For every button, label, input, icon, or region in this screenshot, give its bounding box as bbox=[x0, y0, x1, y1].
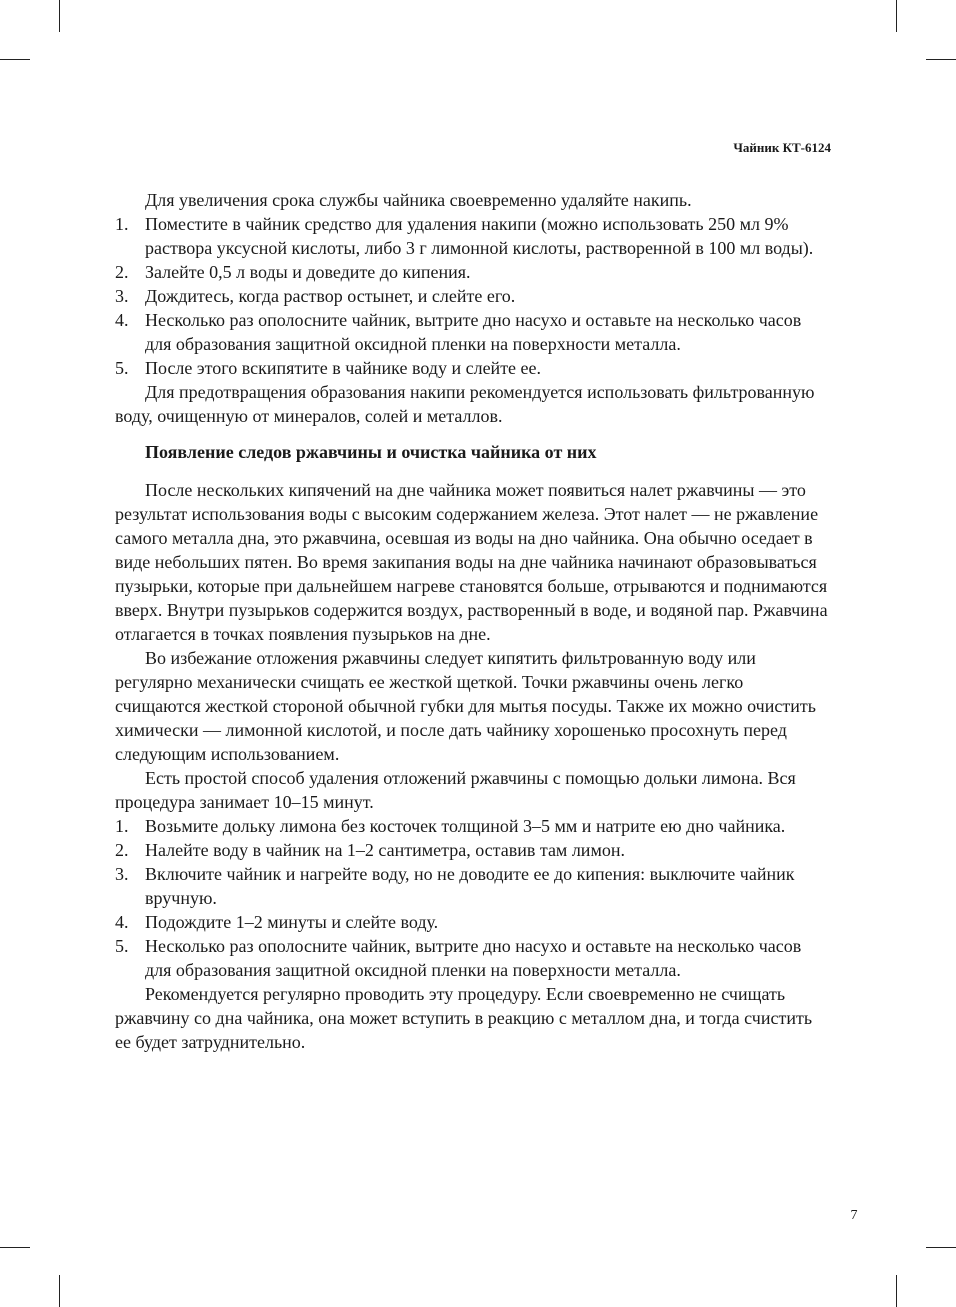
crop-mark bbox=[926, 59, 956, 60]
list-item: 4. Несколько раз ополосните чайник, вытрите дно насухо и оставьте на несколько часов для образования защитной оксидной пленки на поверхности металла. bbox=[115, 310, 802, 354]
lemon-steps bbox=[115, 814, 830, 982]
crop-mark bbox=[0, 1247, 30, 1248]
descaling-steps bbox=[115, 212, 830, 380]
descaling-outro-paragraph: Для предотвращения образования накипи рекомендуется использовать фильтрованную воду, очищенную от минералов, солей и металлов. bbox=[115, 382, 815, 426]
list-item: 5. После этого вскипятите в чайнике воду и слейте ее. bbox=[115, 358, 542, 378]
list-item: 2. Залейте 0,5 л воды и доведите до кипения. bbox=[115, 262, 471, 282]
closing-paragraph: Рекомендуется регулярно проводить эту процедуру. Если своевременно не счищать ржавчину со дна чайника, она может вступить в реакцию с металлом дна, и тогда счистить ее будет затруднительно. bbox=[115, 984, 813, 1052]
rust-prevention-paragraph: Во избежание отложения ржавчины следует кипятить фильтрованную воду или регулярно механически счищать ее жесткой щеткой. Точки ржавчины очень легко счищаются жесткой стороной обычной губки для мытья посуды. Также их можно очистить химически — лимонной кислотой, и после дать чайнику хорошенько просохнуть перед следующим использованием. bbox=[115, 648, 816, 764]
crop-mark bbox=[896, 1275, 897, 1307]
rust-paragraph: После нескольких кипячений на дне чайника может появиться налет ржавчины — это результат использования воды с высоким содержанием железа. Этот налет — не ржавление самого металла дна, это ржавчина, осевшая из воды на дно чайника. Она обычно оседает в виде небольших пятен. Во время закипания воды на дне чайника начинают образовываться пузырьки, которые при дальнейшем нагреве становятся больше, отрываются и поднимаются вверх. Внутри пузырьков содержится воздух, растворенный в воде, и водяной пар. Ржавчина отлагается в точках появления пузырьков на дне. bbox=[115, 480, 828, 644]
list-item: 1. Возьмите дольку лимона без косточек толщиной 3–5 мм и натрите ею дно чайника. bbox=[115, 816, 786, 836]
list-item: 2. Налейте воду в чайник на 1–2 сантиметра, оставив там лимон. bbox=[115, 840, 625, 860]
section-heading: Появление следов ржавчины и очистка чайника от них bbox=[145, 442, 597, 462]
list-item: 3. Дождитесь, когда раствор остынет, и слейте его. bbox=[115, 286, 516, 306]
crop-mark bbox=[0, 59, 30, 60]
lemon-method-paragraph: Есть простой способ удаления отложений ржавчины с помощью дольки лимона. Вся процедура занимает 10–15 минут. bbox=[115, 768, 796, 812]
page-number: 7 bbox=[850, 1208, 858, 1223]
list-item: 1. Поместите в чайник средство для удаления накипи (можно использовать 250 мл 9% раствора уксусной кислоты, либо 3 г лимонной кислоты, растворенной в 100 мл воды). bbox=[115, 214, 814, 258]
running-header: Чайник КТ-6124 bbox=[733, 140, 831, 155]
list-item: 5. Несколько раз ополосните чайник, вытрите дно насухо и оставьте на несколько часов для образования защитной оксидной пленки на поверхности металла. bbox=[115, 936, 802, 980]
page-content bbox=[115, 188, 830, 1054]
intro-paragraph: Для увеличения срока службы чайника своевременно удаляйте накипь. bbox=[145, 190, 692, 210]
crop-mark bbox=[59, 1275, 60, 1307]
crop-mark bbox=[896, 0, 897, 32]
list-item: 4. Подождите 1–2 минуты и слейте воду. bbox=[115, 912, 439, 932]
list-item: 3. Включите чайник и нагрейте воду, но не доводите ее до кипения: выключите чайник вручную. bbox=[115, 864, 795, 908]
crop-mark bbox=[926, 1247, 956, 1248]
crop-mark bbox=[59, 0, 60, 32]
